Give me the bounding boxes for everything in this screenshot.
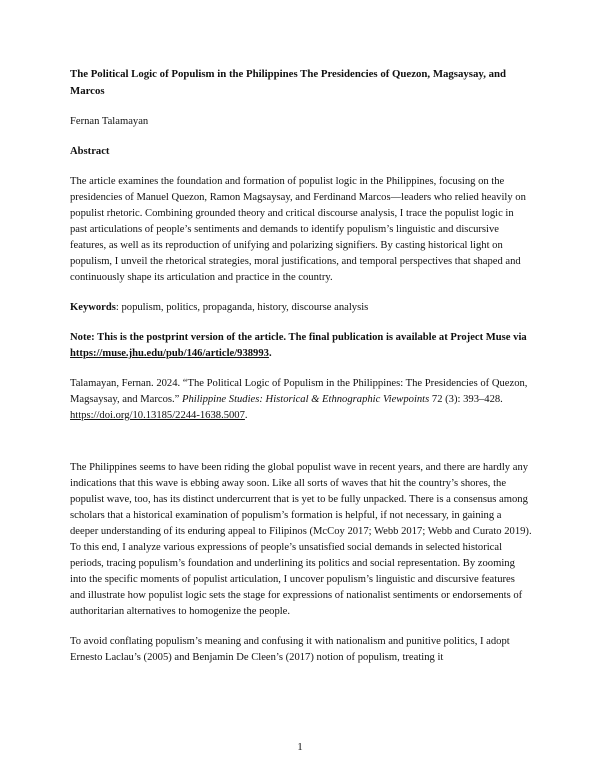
abstract-heading: Abstract xyxy=(70,146,110,157)
paper-page xyxy=(70,66,532,680)
body-paragraph-2: To avoid conflating populism’s meaning and confusing it with nationalism and punitive politics, I adopt Ernesto Laclau’s (2005) and Benjamin De Cleen’s (2017) notion of populism, treating it xyxy=(70,636,510,663)
author-name: Fernan Talamayan xyxy=(70,116,149,127)
page-number: 1 xyxy=(297,741,303,753)
body-paragraph-1: The Philippines seems to have been riding the global populist wave in recent years, and there are hardly any indications that this wave is ebbing away soon. Like all sorts of waves that hit the country’s shores, the populist wave, too, has its distinct undercurrent that is yet to be fully unpacked. There is a consensus among scholars that a historical examination of populism’s formation is helpful, if not necessary, in gaining a deeper understanding of its enduring appeal to Filipinos (McCoy 2017; Webb 2017; Webb and Curato 2019). To this end, I analyze various expressions of people’s unsatisfied social demands in selected historical periods, tracing populism’s foundation and underlining its politics and social representation. By zooming into the specific moments of populist articulation, I uncover populism’s linguistic and discursive features and illustrate how populist logic sets the stage for expressions of nationalist sentiments or endorsements of authoritarian alternatives to homogenize the people. xyxy=(70,462,532,617)
keywords-text: : populism, politics, propaganda, history, discourse analysis xyxy=(115,302,369,313)
citation-journal: Philippine Studies: Historical & Ethnographic Viewpoints xyxy=(181,394,430,405)
citation xyxy=(70,376,532,424)
doi-link[interactable]: https://doi.org/10.13185/2244-1638.5007 xyxy=(70,410,245,421)
citation-volume: 72 (3): 393–428. xyxy=(429,394,503,405)
keywords-line xyxy=(70,300,532,316)
postprint-note xyxy=(70,330,532,362)
citation-end: . xyxy=(244,410,248,421)
project-muse-link[interactable]: https://muse.jhu.edu/pub/146/article/938993 xyxy=(70,348,269,359)
citation-main: Talamayan, Fernan. 2024. “The Political Logic of Populism in the Philippines: The Presidencies of Quezon, Magsaysay, and Marcos.” xyxy=(70,378,528,405)
keywords-label: Keywords xyxy=(70,302,116,313)
note-end: . xyxy=(268,348,272,359)
paper-title: The Political Logic of Populism in the Philippines The Presidencies of Quezon, Magsaysay, and Marcos xyxy=(70,68,507,97)
note-text: Note: This is the postprint version of the article. The final publication is available at Project Muse via xyxy=(70,332,527,343)
abstract-text: The article examines the foundation and formation of populist logic in the Philippines, focusing on the presidencies of Manuel Quezon, Ramon Magsaysay, and Ferdinand Marcos—leaders who relied heavily on populist rhetoric. Combining grounded theory and critical discourse analysis, I trace the populist logic in past articulations of people’s sentiments and demands to identify populism’s linguistic and discursive features, as well as its reproduction of unifying and polarizing signifiers. By casting historical light on populism, I unveil the rhetorical strategies, moral justifications, and temporal perspectives that shaped and continuously shape its articulation and practice in the country. xyxy=(70,176,526,283)
